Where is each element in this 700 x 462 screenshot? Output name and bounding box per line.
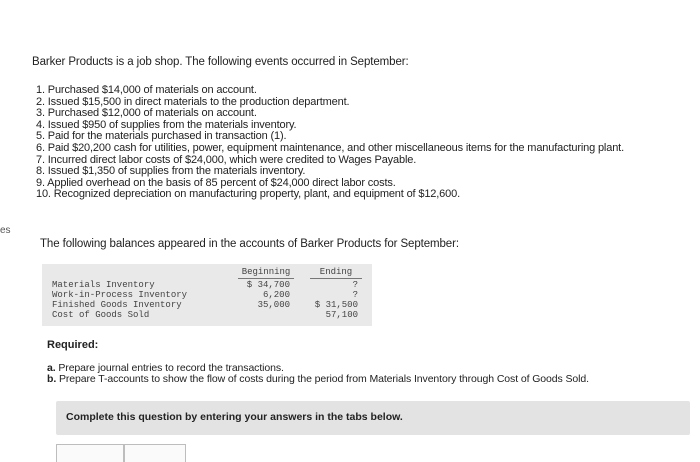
beginning-value <box>238 310 290 320</box>
ending-value: ? <box>352 290 358 300</box>
ending-value: $ 31,500 <box>314 300 358 310</box>
requirement-a-label: a. <box>47 362 56 374</box>
event-item: 7. Incurred direct labor costs of $24,000, which were credited to Wages Payable. <box>36 153 417 166</box>
requirement-b <box>47 374 589 385</box>
event-item: 2. Issued $15,500 in direct materials to the production department. <box>36 95 350 108</box>
instructions-banner <box>56 401 690 435</box>
left-edge-fragment: es <box>0 225 11 236</box>
balances-table <box>42 264 372 326</box>
requirement-a-text: Prepare journal entries to record the transactions. <box>58 362 284 374</box>
beginning-value: 6,200 <box>262 290 290 300</box>
account-name: Work-in-Process Inventory <box>52 290 188 300</box>
account-name: Cost of Goods Sold <box>52 310 150 320</box>
account-name: Finished Goods Inventory <box>52 300 182 310</box>
event-item: 9. Applied overhead on the basis of 85 percent of $24,000 direct labor costs. <box>36 176 396 189</box>
event-item: 6. Paid $20,200 cash for utilities, power, equipment maintenance, and other miscellaneous items for the manufacturing plant. <box>36 141 624 154</box>
event-item: 8. Issued $1,350 of supplies from the materials inventory. <box>36 165 306 178</box>
required-list <box>47 363 589 385</box>
balances-intro: The following balances appeared in the accounts of Barker Products for September: <box>40 238 459 250</box>
required-heading: Required: <box>47 339 99 351</box>
event-item: 5. Paid for the materials purchased in transaction (1). <box>36 130 287 143</box>
answer-tab-b[interactable] <box>124 444 186 462</box>
beginning-value: 35,000 <box>257 300 290 310</box>
ending-value: ? <box>352 280 358 290</box>
header-ending: Ending <box>310 268 362 279</box>
ending-value: 57,100 <box>325 310 358 320</box>
beginning-value: $ 34,700 <box>246 280 290 290</box>
events-list <box>36 85 624 201</box>
header-beginning: Beginning <box>238 268 294 279</box>
event-item: 3. Purchased $12,000 of materials on account. <box>36 107 257 120</box>
requirement-b-label: b. <box>47 373 57 385</box>
event-item: 1. Purchased $14,000 of materials on account. <box>36 84 257 96</box>
account-name: Materials Inventory <box>52 280 155 290</box>
event-item: 10. Recognized depreciation on manufacturing property, plant, and equipment of $12,600. <box>36 188 460 201</box>
answer-tab-a[interactable] <box>56 444 124 462</box>
problem-intro: Barker Products is a job shop. The following events occurred in September: <box>32 56 409 68</box>
instructions-text: Complete this question by entering your answers in the tabs below. <box>66 411 403 423</box>
requirement-b-text: Prepare T-accounts to show the flow of costs during the period from Materials Inventory through Cost of Goods Sold. <box>58 373 589 385</box>
event-item: 4. Issued $950 of supplies from the materials inventory. <box>36 118 297 131</box>
